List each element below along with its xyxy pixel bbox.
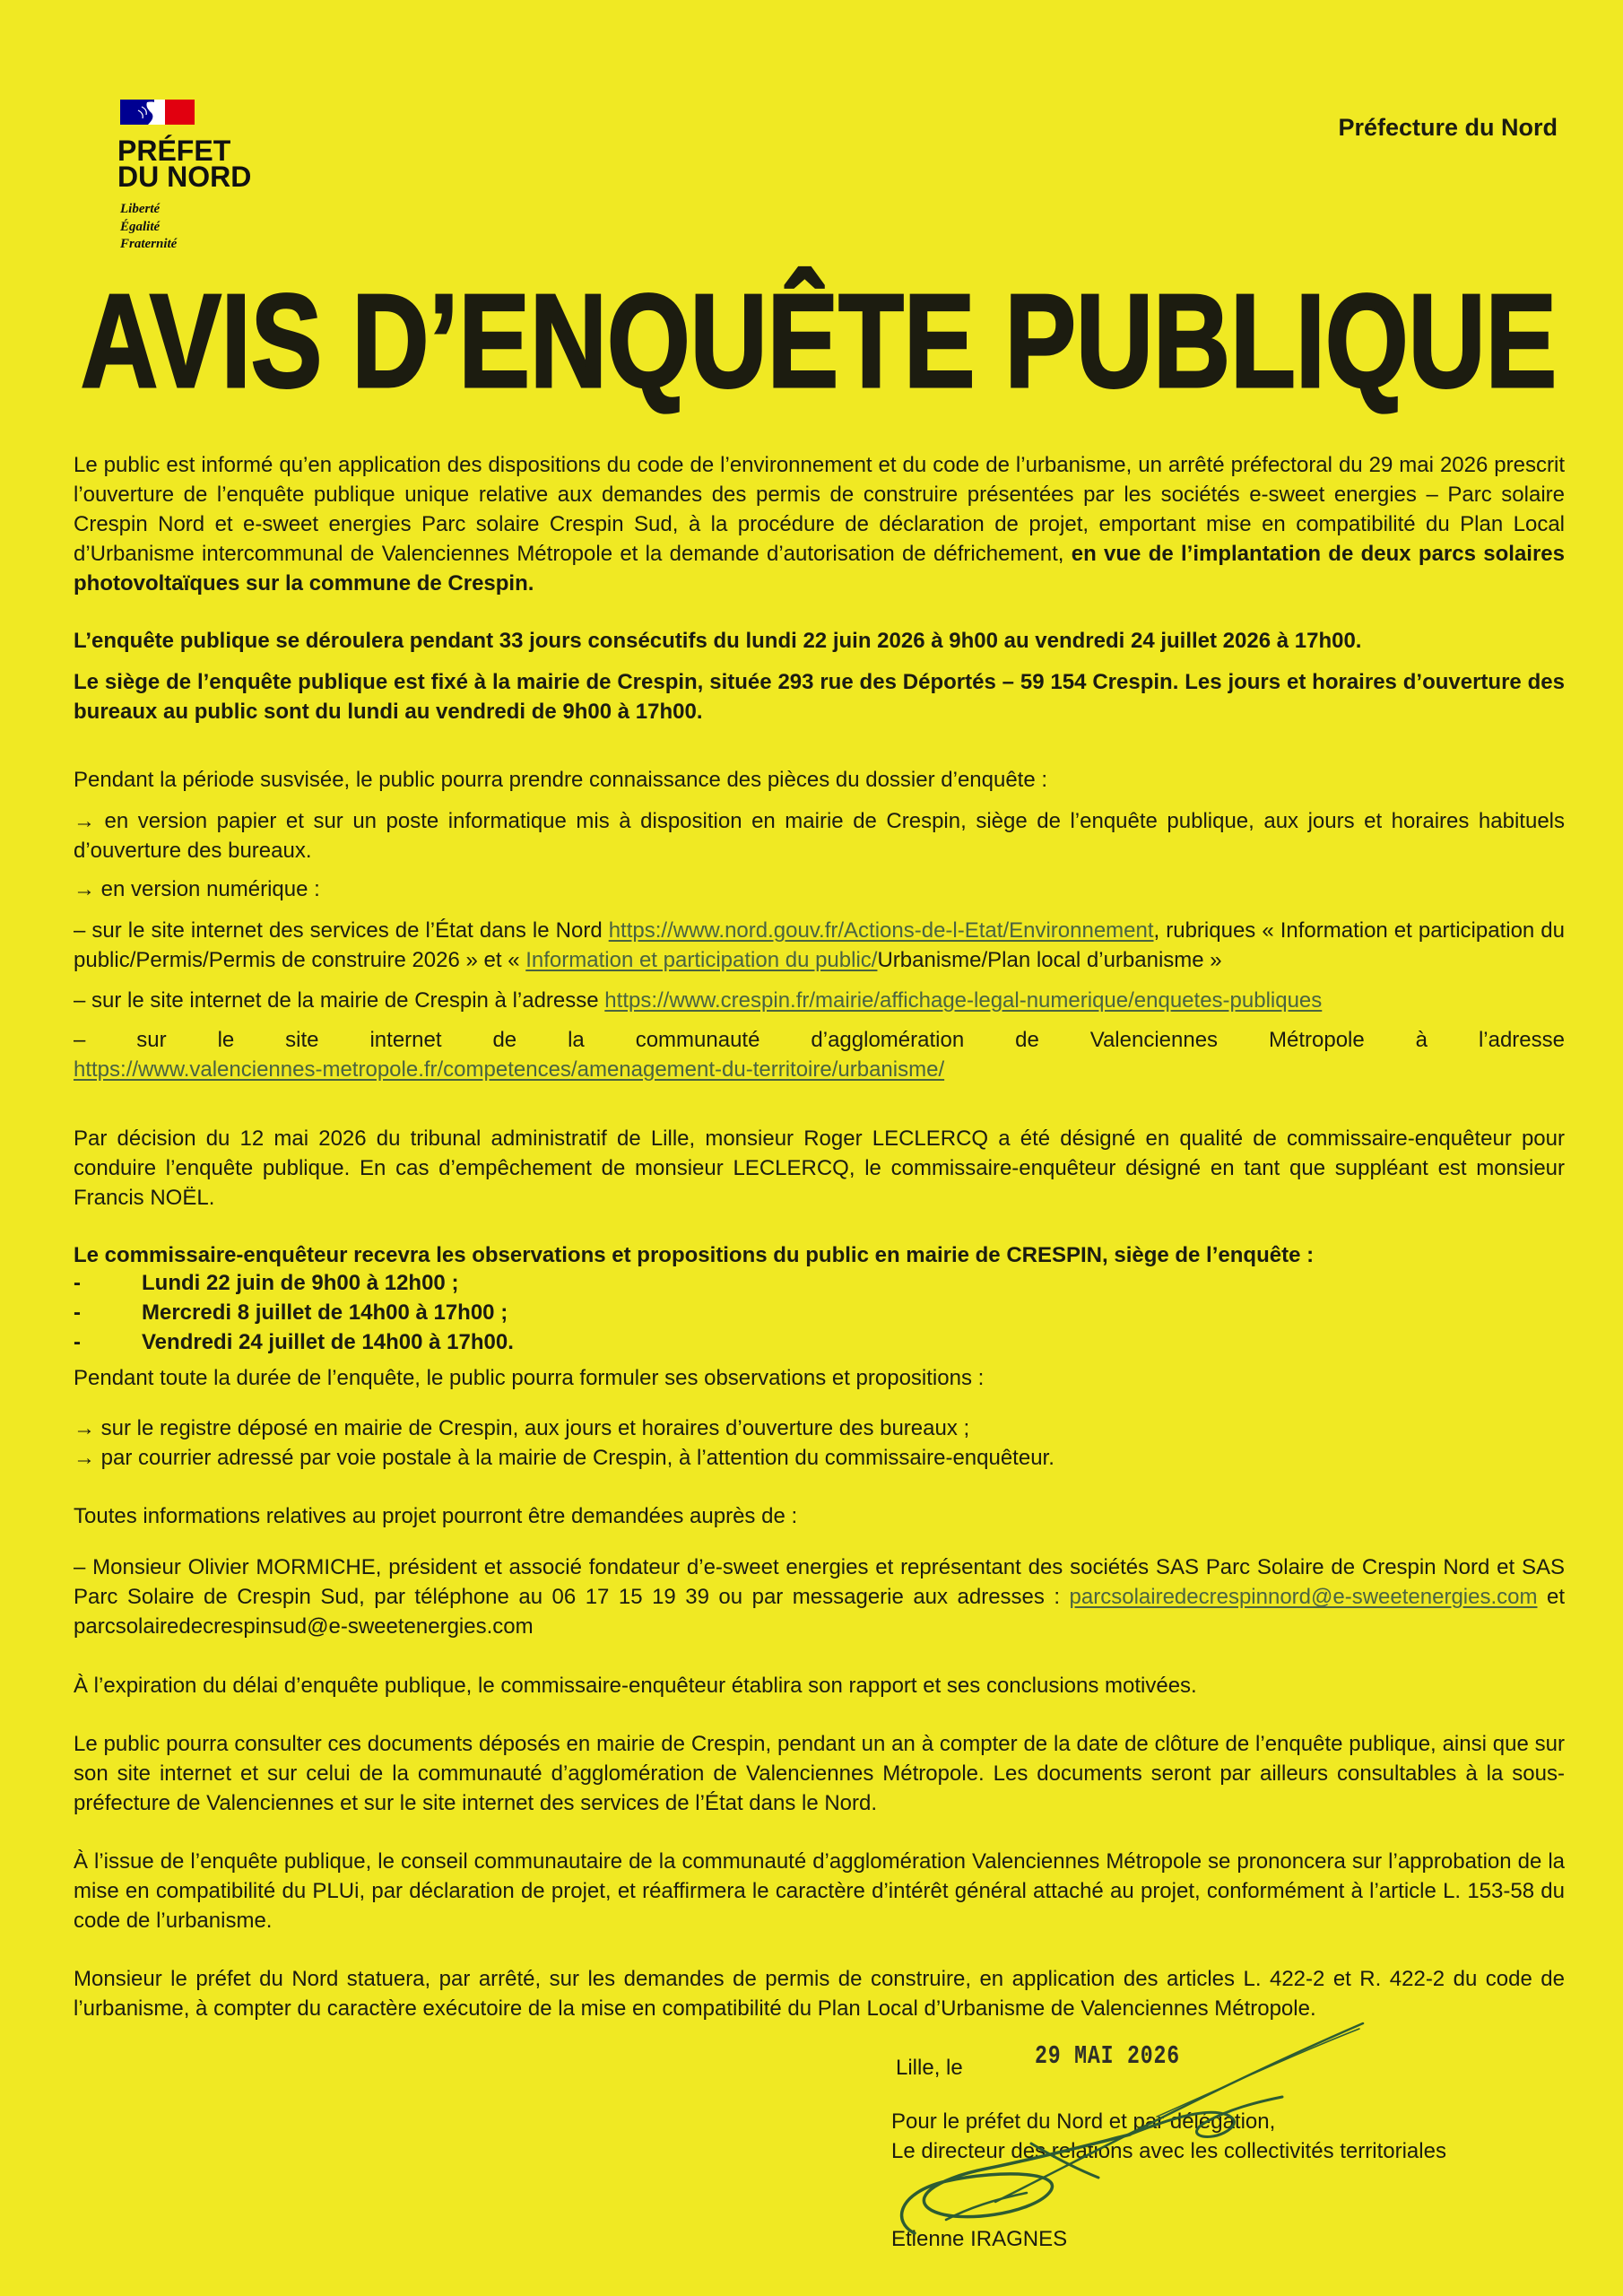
issuer-name: Préfecture du Nord [1338,114,1558,141]
intro-text: Le public est informé qu’en application des dispositions du code de l’environnement et du code de l’urbanisme, un arrêté préfectoral du 29 mai 2026 prescrit l’ouverture de l’enquête publique unique relative aux demandes des permis de construire présentées par les sociétés e-sweet energies – Parc solaire Crespin Nord et e-sweet energies Parc solaire Crespin Sud, à la procédure de déclaration de projet, emportant mise en compatibilité du Plan Local d’Urbanisme intercommunal de Valenciennes Métropole et la demande d’autorisation de défrichement, [74,453,1565,566]
signature-delegation: Pour le préfet du Nord et par délégation, [891,2109,1276,2134]
intro-emphasis: en vue de l’implantation de deux parcs solaires photovoltaïques sur la commune de Crespin. [74,542,1565,596]
date-stamp: 29 MAI 2026 [1035,2041,1180,2071]
site-state-services [74,916,1565,975]
list-bullet: - [74,1300,81,1325]
site-state-prefix: – sur le site internet des services de l’État dans le Nord [74,918,609,943]
permanences-heading: Le commissaire-enquêteur recevra les observations et propositions du public en mairie de CRESPIN, siège de l’enquête : [74,1243,1315,1267]
consultation-intro: Pendant la période susvisée, le public pourra prendre connaissance des pièces du dossier d’enquête : [74,768,1048,792]
contact-connector: et [1537,1585,1565,1609]
inquiry-seat: Le siège de l’enquête publique est fixé à la mairie de Crespin, située 293 rue des Déportés – 59 154 Crespin. Les jours et horaires d’ouverture des bureaux au public sont du lundi au vendredi de 9h00 à 17h00. [74,670,1565,724]
public-access-paragraph: Le public pourra consulter ces documents déposés en mairie de Crespin, pendant un an à compter de la date de clôture de l’enquête publique, ainsi que sur son site internet et sur celui de la communauté d’agglomération de Valenciennes Métropole. Les documents seront par ailleurs consultables à la sous-préfecture de Valenciennes et sur le site internet des services de l’État dans le Nord. [74,1732,1565,1815]
logo-wordmark [117,135,252,193]
contact-text: – Monsieur Olivier MORMICHE, président et associé fondateur d’e-sweet energies et représentant des sociétés SAS Parc Solaire de Crespin Nord et SAS Parc Solaire de Crespin Sud, par téléphone au 06 17 15 19 39 ou par messagerie aux adresses : [74,1555,1565,1609]
site-state-middle: , rubriques « Information et participation du public/Permis/Permis de construire 2026 » et « [74,918,1565,972]
list-bullet: - [74,1271,81,1295]
signature-stroke [1157,2029,1359,2117]
email-link-nord[interactable]: parcsolairedecrespinnord@e-sweetenergies.com [1069,1585,1538,1609]
commissioner-paragraph: Par décision du 12 mai 2026 du tribunal administratif de Lille, monsieur Roger LECLERCQ a été désigné en qualité de commissaire-enquêteur pour conduire l’enquête publique. En cas d’empêchement de monsieur LECLERCQ, le commissaire-enquêteur désigné en tant que suppléant est monsieur Francis NOËL. [74,1126,1565,1210]
consultation-digital: → en version numérique : [74,877,320,901]
site-crespin [74,986,1565,1015]
page-title: AVIS D’ENQUÊTE PUBLIQUE [81,267,1558,415]
intro-paragraph [74,450,1565,598]
motto-liberte: Liberté [120,202,161,216]
information-intro: Toutes informations relatives au projet pourront être demandées auprès de : [74,1504,798,1528]
republic-motto [120,201,177,254]
link-nord-gouv[interactable]: https://www.nord.gouv.fr/Actions-de-l-Etat/Environnement [608,918,1154,943]
list-bullet: - [74,1330,81,1354]
signature-name: Etienne IRAGNES [891,2227,1068,2251]
information-contact [74,1552,1565,1641]
signature-role: Le directeur des relations avec les collectivités territoriales [891,2139,1446,2163]
observations-intro: Pendant toute la durée de l’enquête, le public pourra formuler ses observations et propositions : [74,1366,985,1390]
observation-method: → par courrier adressé par voie postale à la mairie de Crespin, à l’attention du commissaire-enquêteur. [74,1446,1055,1470]
signature-stroke [946,2193,1027,2220]
observation-method: → sur le registre déposé en mairie de Crespin, aux jours et horaires d’ouverture des bureaux ; [74,1416,970,1440]
site-valenciennes [74,1025,1565,1084]
signature-place: Lille, le [896,2056,963,2080]
logo-line-du-nord: DU NORD [117,161,252,193]
permanence-item: Vendredi 24 juillet de 14h00 à 17h00. [142,1330,514,1354]
site-crespin-prefix: – sur le site internet de la mairie de Crespin à l’adresse [74,988,605,1013]
prefect-decision-paragraph: Monsieur le préfet du Nord statuera, par arrêté, sur les demandes de permis de construire, en application des articles L. 422-2 et R. 422-2 du code de l’urbanisme, à compter du caractère exécutoire de la mise en compatibilité du Plan Local d’Urbanisme de Valenciennes Métropole. [74,1967,1565,2021]
permanence-item: Lundi 22 juin de 9h00 à 12h00 ; [142,1271,459,1295]
marianne-flag-icon [120,100,195,125]
email-sud: parcsolairedecrespinsud@e-sweetenergies.com [74,1614,534,1639]
inquiry-duration: L’enquête publique se déroulera pendant 33 jours consécutifs du lundi 22 juin 2026 à 9h00 au vendredi 24 juillet 2026 à 17h00. [74,629,1362,653]
logo-line-prefet: PRÉFET [117,135,231,167]
motto-egalite: Égalité [120,219,161,234]
expiration-paragraph: À l’expiration du délai d’enquête publique, le commissaire-enquêteur établira son rapport et ses conclusions motivées. [74,1674,1197,1698]
link-valenciennes-metropole[interactable]: https://www.valenciennes-metropole.fr/competences/amenagement-du-territoire/urbanisme/ [74,1057,945,1082]
link-information-participation[interactable]: Information et participation du public/ [525,948,878,972]
motto-fraternite: Fraternité [120,237,178,251]
link-crespin[interactable]: https://www.crespin.fr/mairie/affichage-legal-numerique/enquetes-publiques [604,988,1323,1013]
council-paragraph: À l’issue de l’enquête publique, le conseil communautaire de la communauté d’agglomération Valenciennes Métropole se prononcera sur l’approbation de la mise en compatibilité du PLUi, par déclaration de projet, et réaffirmera le caractère d’intérêt général attaché au projet, conformément à l’article L. 153-58 du code de l’urbanisme. [74,1849,1565,1933]
site-state-suffix: Urbanisme/Plan local d’urbanisme » [877,948,1222,972]
site-valenciennes-prefix: – sur le site internet de la communauté d’agglomération de Valenciennes Métropole à l’adresse [74,1028,1565,1052]
consultation-paper: → en version papier et sur un poste informatique mis à disposition en mairie de Crespin, siège de l’enquête publique, aux jours et horaires habituels d’ouverture des bureaux. [74,809,1565,863]
permanence-item: Mercredi 8 juillet de 14h00 à 17h00 ; [142,1300,508,1325]
